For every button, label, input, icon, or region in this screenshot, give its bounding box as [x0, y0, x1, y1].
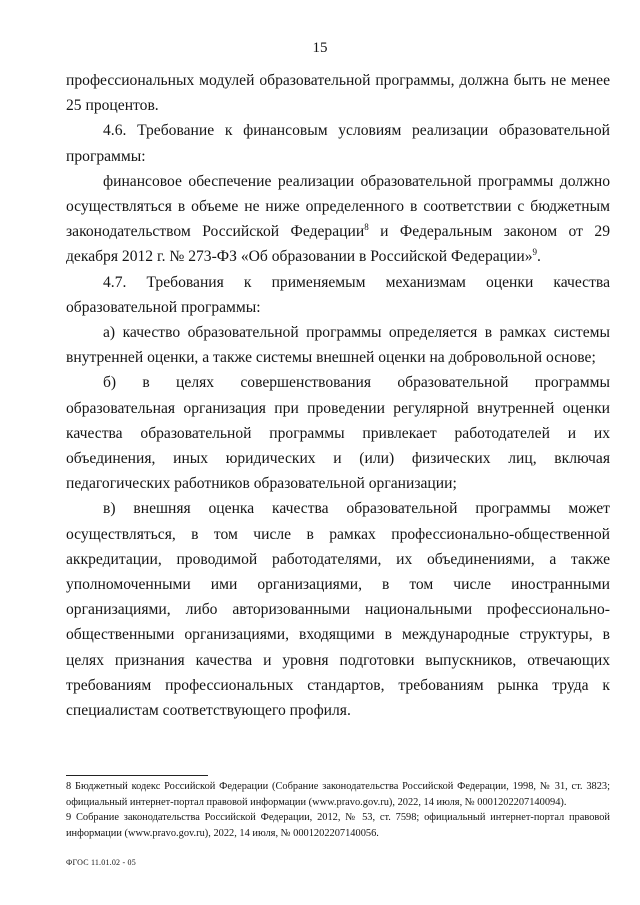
footnote-9: 9 Собрание законодательства Российской Федерации, 2012, № 53, ст. 7598; официальный интернет-портал правовой информации (www.pravo.gov.ru), 2022, 14 июля, № 0001202207140056.: [66, 812, 610, 839]
document-body: [66, 68, 610, 723]
section-heading-4-7: 4.7. Требования к применяемым механизмам оценки качества образовательной программы:: [66, 273, 610, 316]
footnote-divider: [66, 775, 208, 776]
list-item-a: а) качество образовательной программы определяется в рамках системы внутренней оценки, а также системы внешней оценки на добровольной основе;: [66, 324, 610, 367]
paragraph-text: и Федеральным законом от 29 декабря 2012 г. № 273-ФЗ «Об образовании в Российской Федерации»: [66, 223, 610, 266]
page-number: 15: [312, 40, 328, 56]
paragraph: профессиональных модулей образовательной программы, должна быть не менее 25 процентов.: [66, 72, 610, 115]
footnotes: [66, 779, 610, 841]
footnote-ref-9: 9: [532, 247, 537, 258]
footnote-ref-8: 8: [364, 222, 369, 233]
paragraph-text: финансовое обеспечение реализации образовательной программы должно осуществляться в объеме не ниже определенного в соответствии с бюджетным законодательством Российской Федерации: [66, 172, 610, 241]
paragraph-text: .: [537, 248, 541, 266]
list-item-b: б) в целях совершенствования образовательной программы образовательная организация при проведении регулярной внутренней оценки качества образовательной программы привлекает работодателей и их объединения, иных юридических и (или) физических лиц, включая педагогических работников образовательной организации;: [66, 374, 610, 493]
paragraph-financial-support: [66, 169, 610, 270]
list-item-v: в) внешняя оценка качества образовательной программы может осуществляться, в том числе в рамках профессионально-общественной аккредитации, проводимой работодателями, их объединениями, а также уполномоченными ими организациями, в том числе иностранными организациями, либо авторизованными национальными профессионально-общественными организациями, входящими в международные структуры, в целях признания качества и уровня подготовки выпускников, отвечающих требованиям профессиональных стандартов, требованиям рынка труда к специалистам соответствующего профиля.: [66, 500, 610, 720]
document-code: ФГОС 11.01.02 - 05: [66, 858, 136, 867]
section-heading-4-6: 4.6. Требование к финансовым условиям реализации образовательной программы:: [66, 122, 610, 165]
footnote-8: 8 Бюджетный кодекс Российской Федерации (Собрание законодательства Российской Федерации, 1998, № 31, ст. 3823; официальный интернет-портал правовой информации (www.pravo.gov.ru), 2022, 14 июля, № 0001202207140094).: [66, 781, 610, 808]
